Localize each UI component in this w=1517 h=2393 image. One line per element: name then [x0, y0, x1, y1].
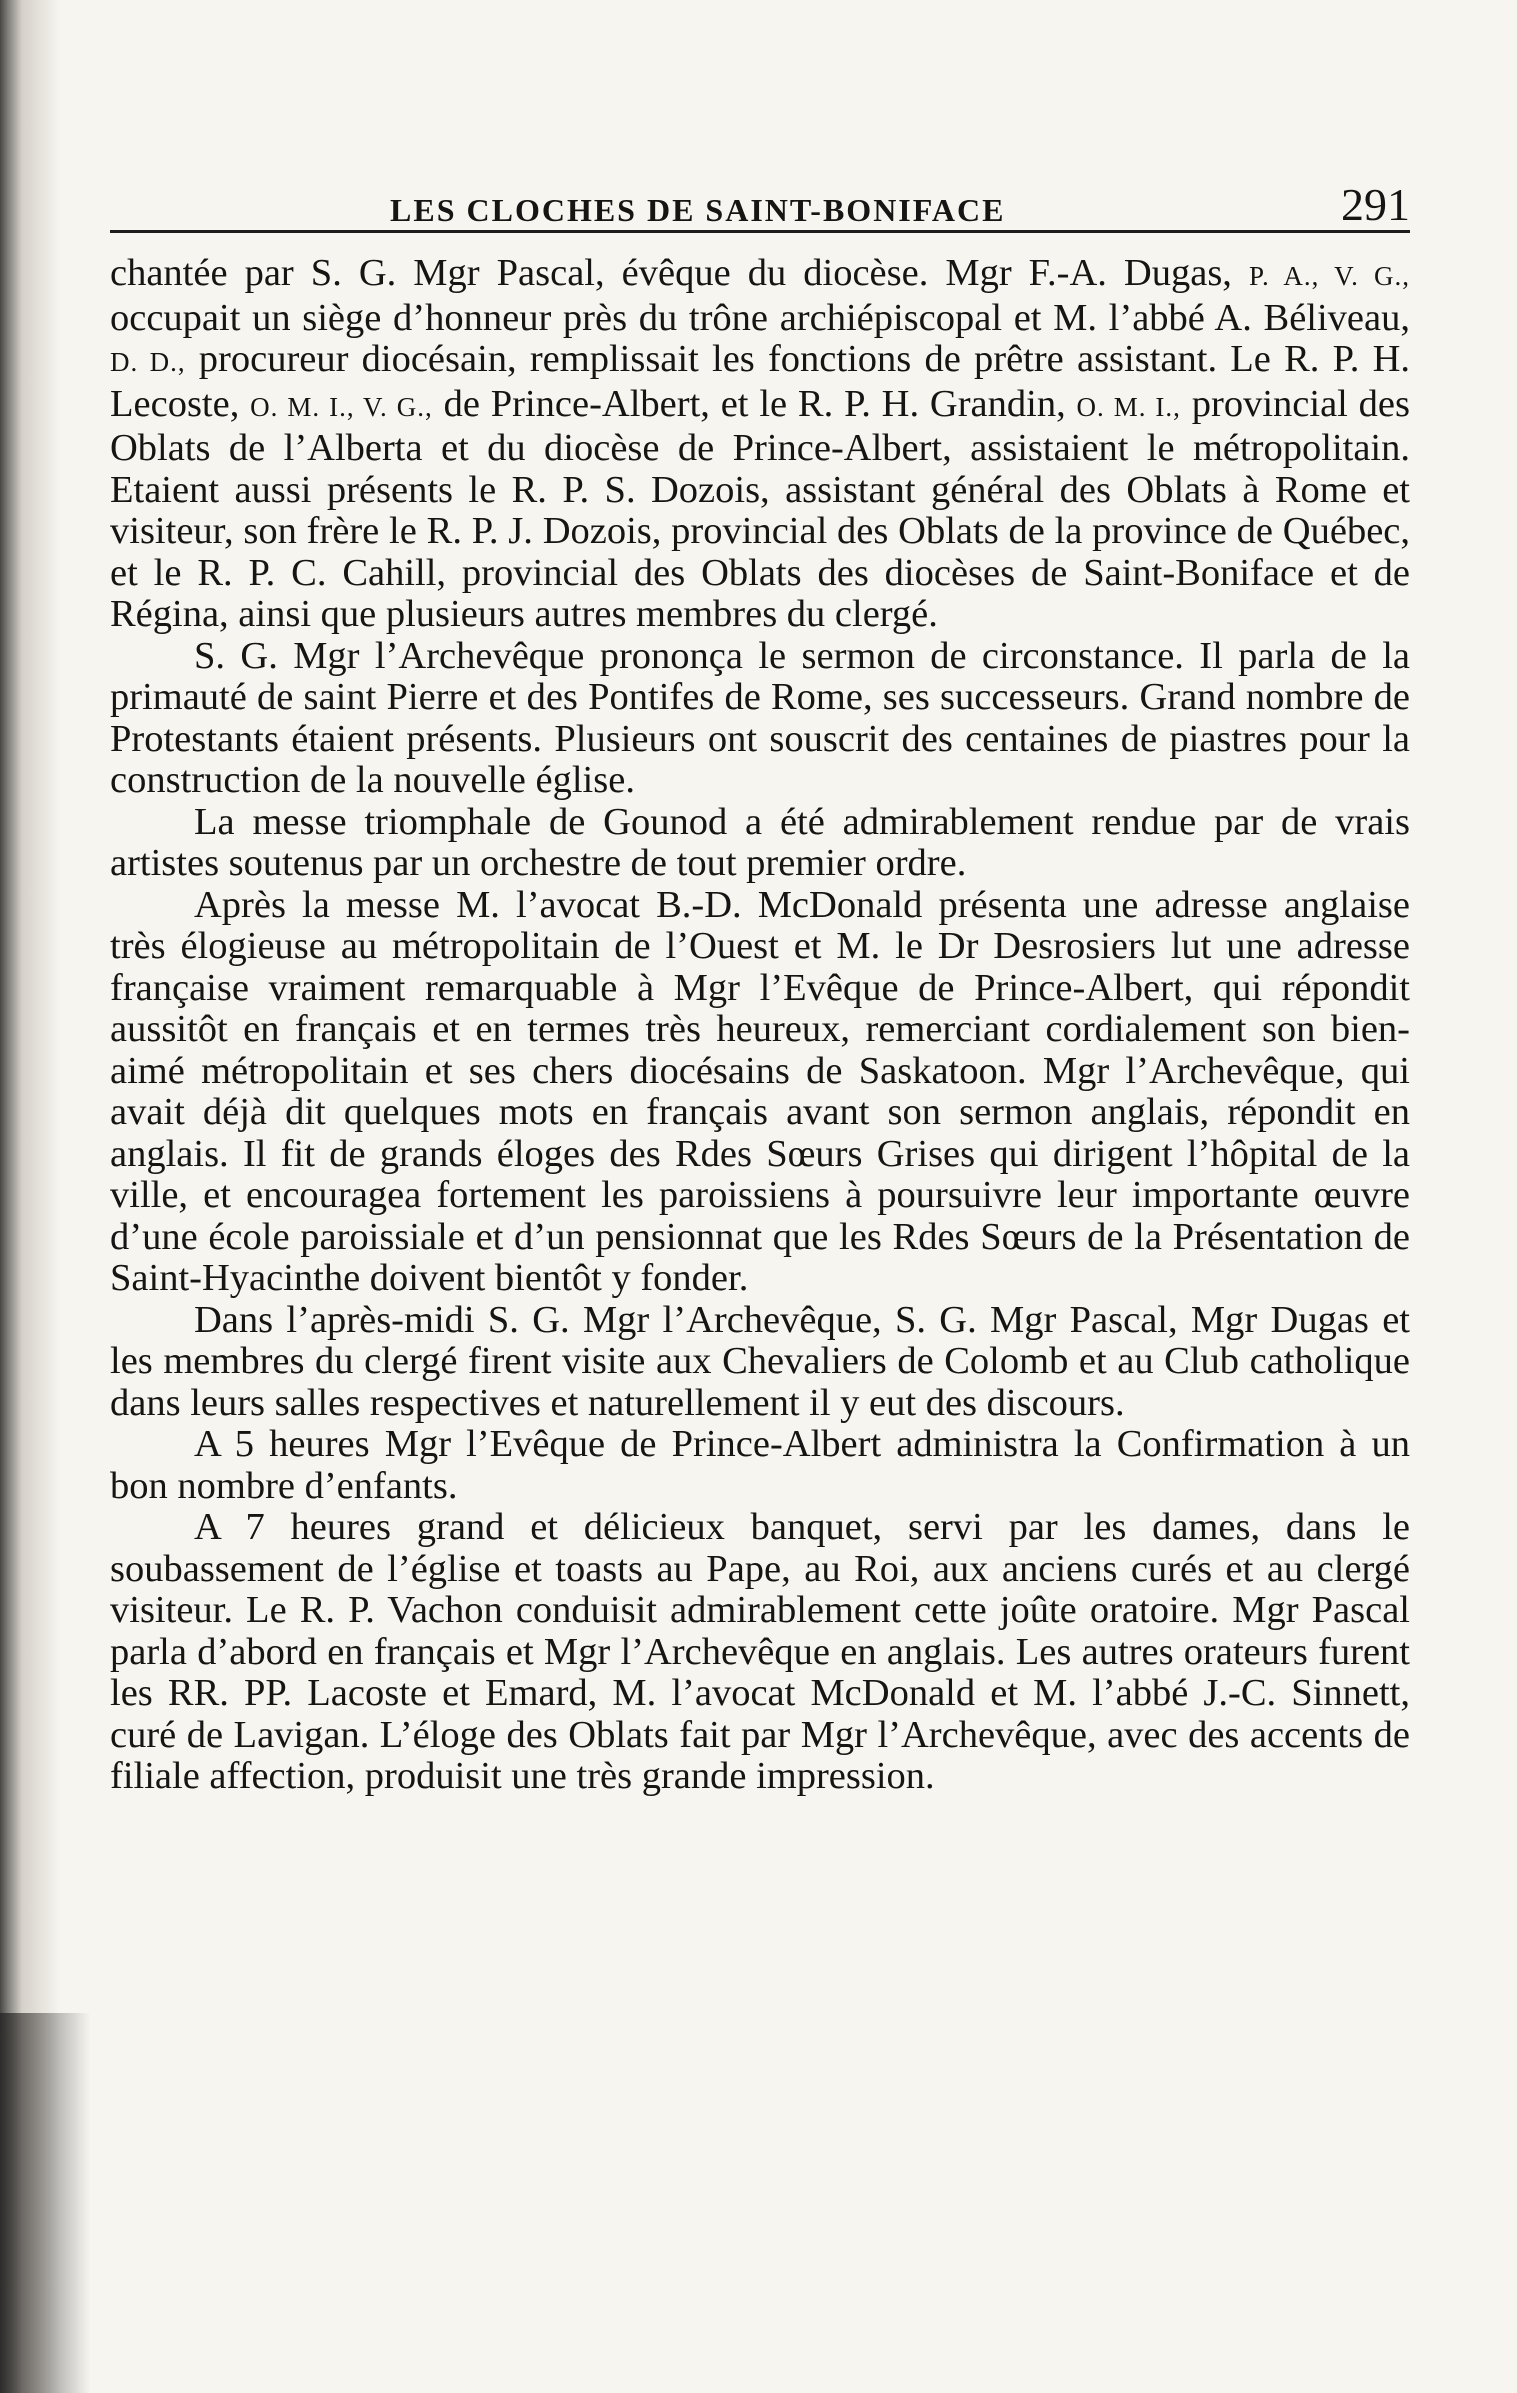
book-page — [110, 150, 1410, 1798]
text-segment: A 5 heures Mgr l’Evêque de Prince-Albert administra la Confirmation à un bon nombre d’enfants. — [110, 1423, 1410, 1507]
scanned-page-corner-shadow — [0, 2013, 90, 2393]
text-segment: Après la messe M. l’avocat B.-D. McDonald présenta une adresse anglaise très élogieuse au métropolitain de l’Ouest et M. le Dr Desrosiers lut une adresse française vraiment remarquable à Mgr l’Evêque de Prince-Albert, qui répondit aussitôt en français et en termes très heureux, remerciant cordialement son bien-aimé métropolitain et ses chers diocésains de Saskatoon. Mgr l’Archevêque, qui avait déjà dit quelques mots en français avant son sermon anglais, répondit en anglais. Il fit de grands éloges des Rdes Sœurs Grises qui dirigent l’hôpital de la ville, et encouragea fortement les paroissiens à poursuivre leur importante œuvre d’une école paroissiale et d’un pensionnat que les Rdes Sœurs de la Présentation de Saint-Hyacinthe doivent bientôt y fonder. — [110, 883, 1410, 1299]
text-segment: occupait un siège d’honneur près du trône archiépiscopal et M. l’abbé A. Béliveau, — [110, 296, 1410, 339]
abbreviation-smallcaps: D. D., — [110, 347, 186, 377]
running-title: LES CLOCHES DE SAINT-BONIFACE — [390, 192, 1006, 228]
abbreviation-smallcaps: P. A., V. G., — [1248, 261, 1411, 291]
paragraph — [110, 1424, 1410, 1507]
abbreviation-smallcaps: O. M. I., — [1076, 391, 1181, 422]
page-header — [110, 150, 1410, 233]
paragraph — [110, 885, 1410, 1300]
paragraph — [110, 1300, 1410, 1425]
paragraph — [110, 636, 1410, 802]
text-segment: provincial des Oblats de l’Alberta et du diocèse de Prince-Albert, assistaient le métropolitain. Etaient aussi présents le R. P. S. Dozois, assistant général des Oblats à Rome et visiteur, son frère le R. P. J. Dozois, provincial des Oblats de la province de Québec, et le R. P. C. Cahill, provincial des Oblats des diocèses de Saint-Boniface et de Régina, ainsi que plusieurs autres membres du clergé. — [110, 382, 1410, 635]
text-segment: chantée par S. G. Mgr Pascal, évêque du diocèse. Mgr F.-A. Dugas, — [110, 252, 1249, 294]
text-segment: procureur diocésain, remplissait les fonctions de prêtre assistant. Le R. P. H. Lecoste, — [110, 338, 1410, 425]
text-segment: Dans l’après-midi S. G. Mgr l’Archevêque, S. G. Mgr Pascal, Mgr Dugas et les membres du clergé firent visite aux Chevaliers de Colomb et au Club catholique dans leurs salles respectives et naturellement il y eut des discours. — [110, 1298, 1410, 1424]
body-text — [110, 253, 1410, 1798]
text-segment: S. G. Mgr l’Archevêque prononça le sermon de circonstance. Il parla de la primauté de saint Pierre et des Pontifes de Rome, ses successeurs. Grand nombre de Protestants étaient présents. Plusieurs ont souscrit des centaines de piastres pour la construction de la nouvelle église. — [110, 634, 1410, 801]
abbreviation-smallcaps: O. M. I., V. G., — [250, 391, 433, 422]
paragraph — [110, 1507, 1410, 1798]
page-number: 291 — [1341, 179, 1410, 230]
text-segment: La messe triomphale de Gounod a été admirablement rendue par de vrais artistes soutenus par un orchestre de tout premier ordre. — [110, 800, 1410, 884]
text-segment: A 7 heures grand et délicieux banquet, servi par les dames, dans le soubassement de l’église et toasts au Pape, au Roi, aux anciens curés et au clergé visiteur. Le R. P. Vachon conduisit admirablement cette joûte oratoire. Mgr Pascal parla d’abord en français et Mgr l’Archevêque en anglais. Les autres orateurs furent les RR. PP. Lacoste et Emard, M. l’avocat McDonald et M. l’abbé J.-C. Sinnett, curé de Lavigan. L’éloge des Oblats fait par Mgr l’Archevêque, avec des accents de filiale affection, produisit une très grande impression. — [110, 1506, 1410, 1797]
text-segment: de Prince-Albert, et le R. P. H. Grandin, — [432, 382, 1077, 425]
paragraph — [110, 253, 1410, 636]
paragraph — [110, 802, 1410, 885]
